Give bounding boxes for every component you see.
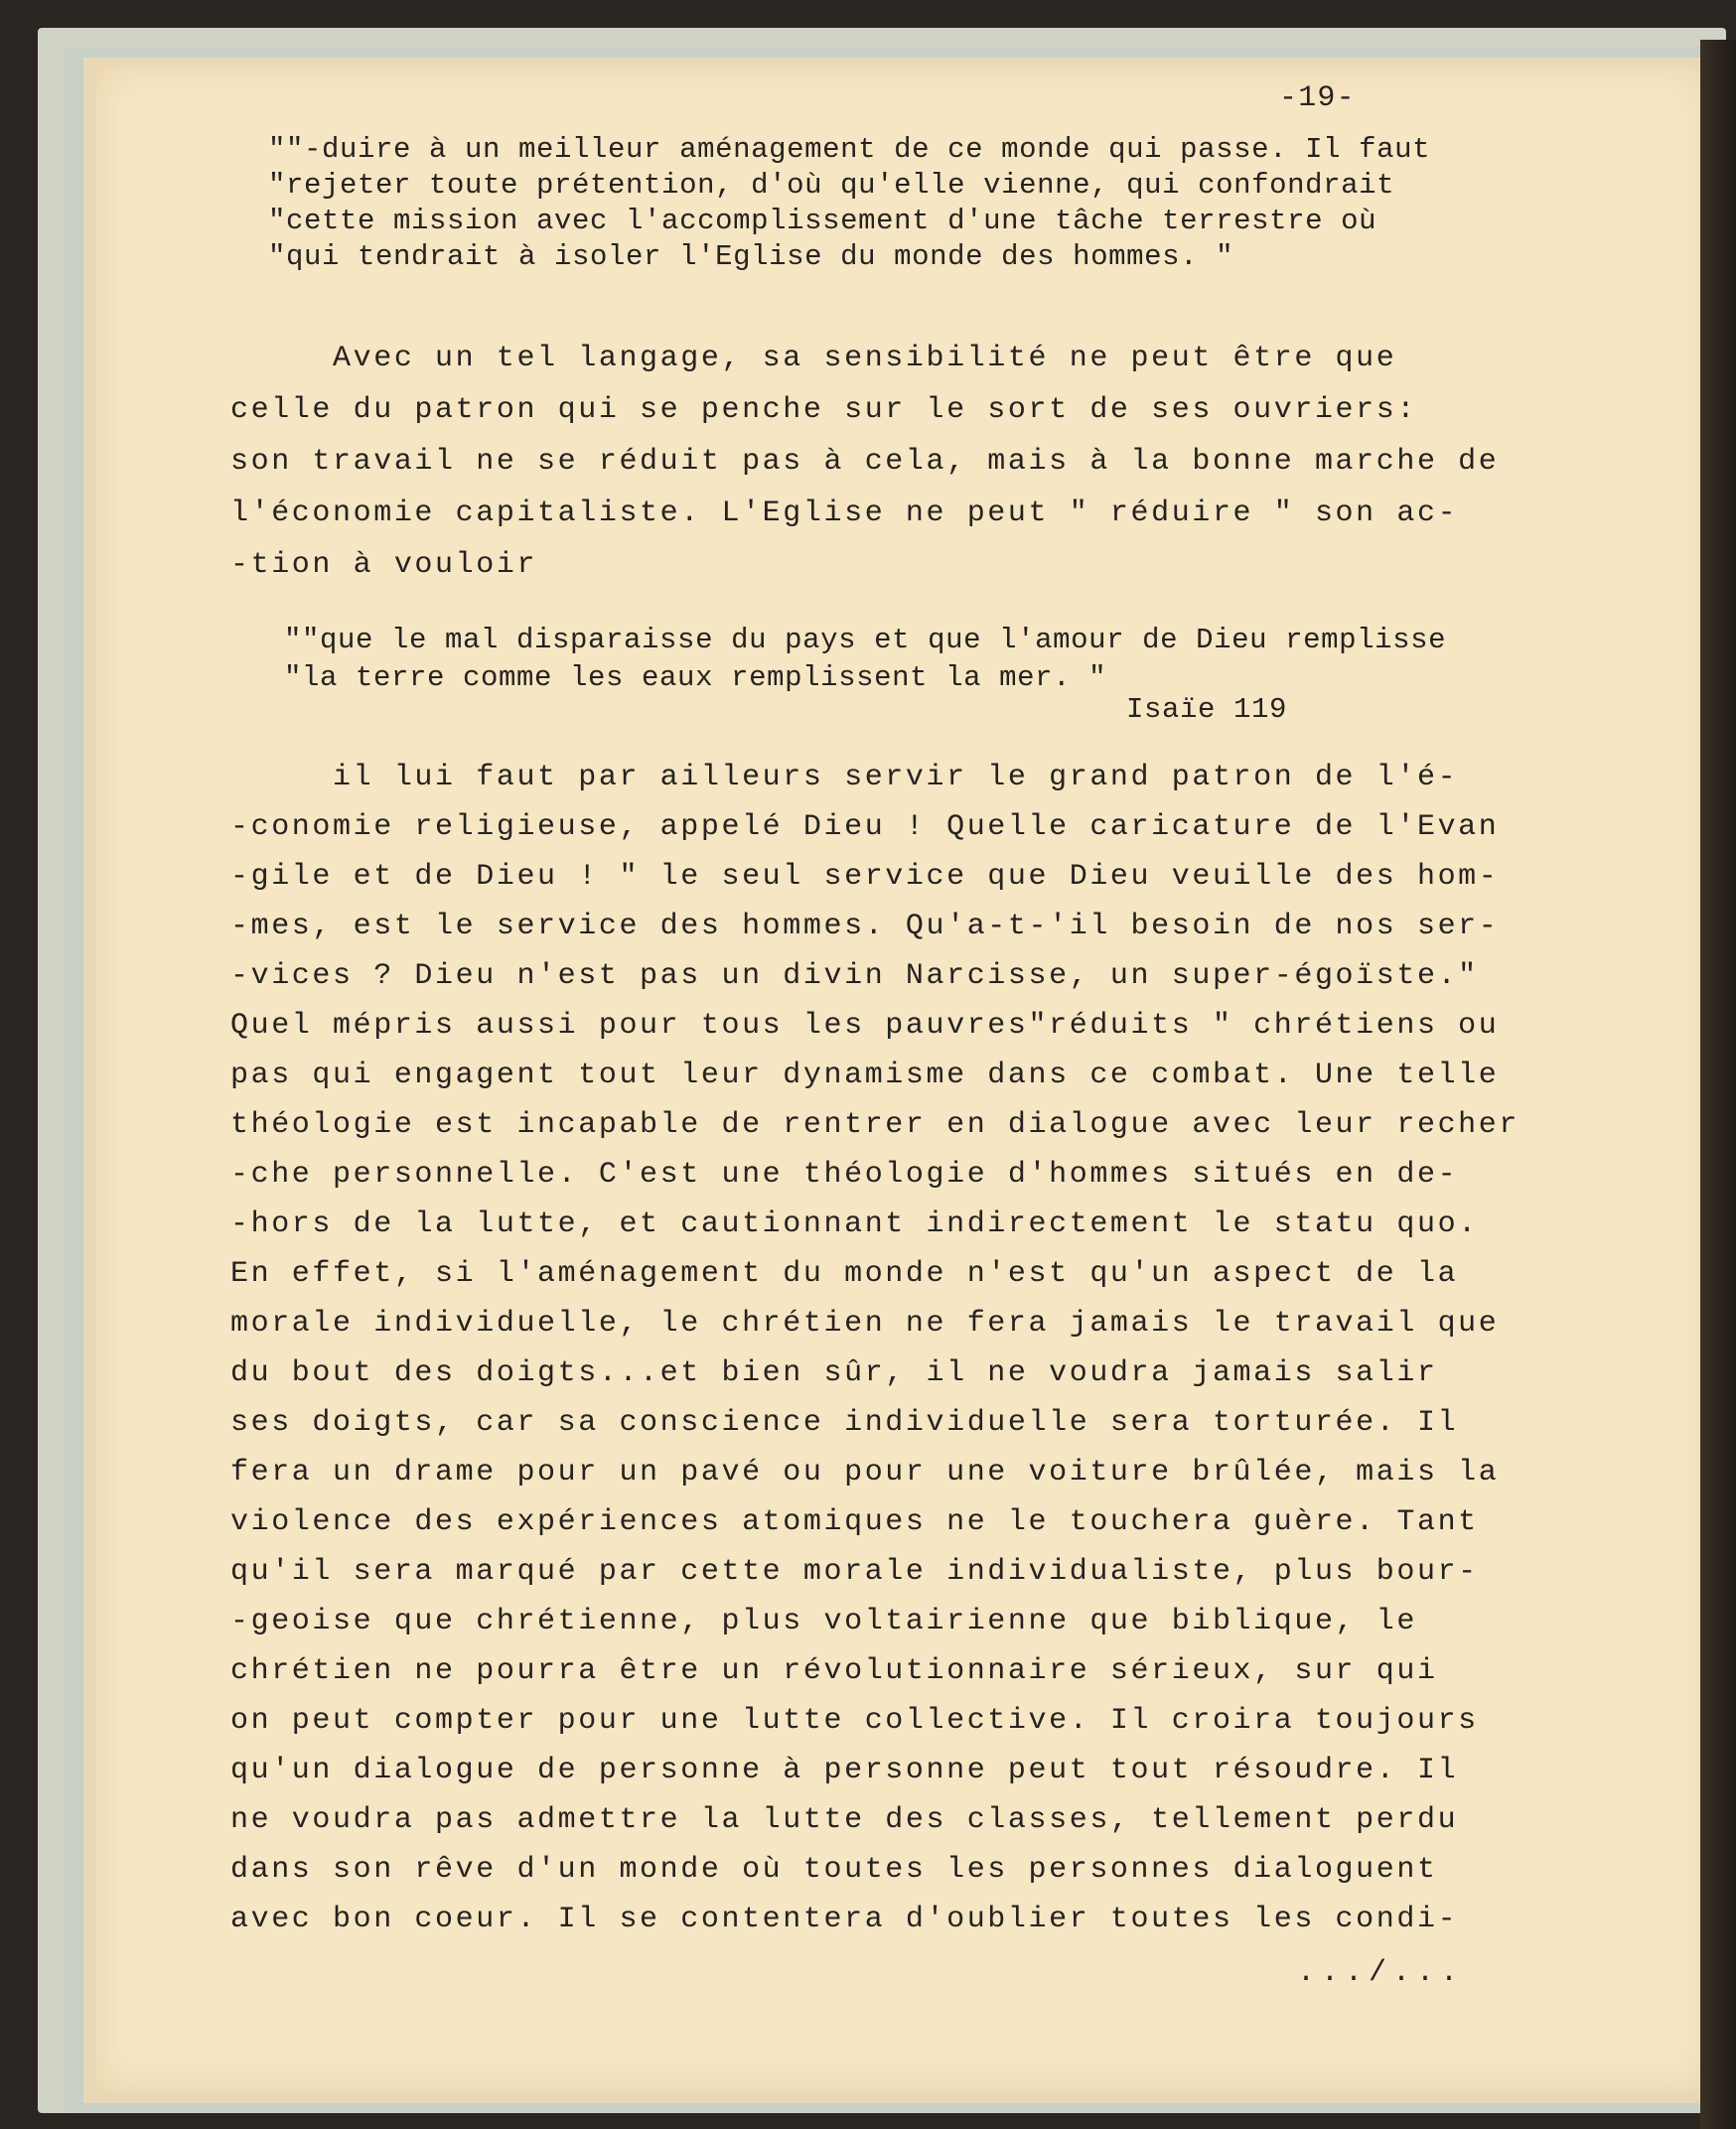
paragraph-line: du bout des doigts...et bien sûr, il ne voudra jamais salir: [230, 1356, 1438, 1390]
paragraph-line: pas qui engagent tout leur dynamisme dans ce combat. Une telle: [230, 1059, 1500, 1092]
paragraph-line: -hors de la lutte, et cautionnant indirectement le statu quo.: [230, 1207, 1479, 1241]
paragraph-line: qu'il sera marqué par cette morale individualiste, plus bour-: [230, 1555, 1479, 1589]
paragraph-line: En effet, si l'aménagement du monde n'est qu'un aspect de la: [230, 1257, 1459, 1291]
paragraph-line: il lui faut par ailleurs servir le grand patron de l'é-: [230, 761, 1459, 794]
paragraph-line: fera un drame pour un pavé ou pour une voiture brûlée, mais la: [230, 1456, 1500, 1490]
paragraph-line: dans son rêve d'un monde où toutes les personnes dialoguent: [230, 1853, 1438, 1887]
quote-top-line: "qui tendrait à isoler l'Eglise du monde des hommes. ": [268, 240, 1234, 273]
page-number: -19-: [1279, 81, 1356, 115]
paragraph-line: morale individuelle, le chrétien ne fera jamais le travail que: [230, 1307, 1500, 1341]
paragraph-line: -conomie religieuse, appelé Dieu ! Quelle caricature de l'Evan: [230, 810, 1500, 844]
paragraph-line: avec bon coeur. Il se contentera d'oublier toutes les condi-: [230, 1903, 1459, 1936]
paragraph-line: Avec un tel langage, sa sensibilité ne peut être que: [230, 342, 1397, 375]
paragraph-line: théologie est incapable de rentrer en dialogue avec leur recher: [230, 1108, 1519, 1142]
paragraph-line: ne voudra pas admettre la lutte des classes, tellement perdu: [230, 1803, 1459, 1837]
scan-edge: [1700, 40, 1736, 2129]
paragraph-line: on peut compter pour une lutte collective. Il croira toujours: [230, 1704, 1479, 1738]
paragraph-line: l'économie capitaliste. L'Eglise ne peut " réduire " son ac-: [230, 497, 1459, 530]
paragraph-line: violence des expériences atomiques ne le touchera guère. Tant: [230, 1505, 1479, 1539]
quote-top-line: ""-duire à un meilleur aménagement de ce monde qui passe. Il faut: [268, 133, 1431, 166]
paragraph-line: chrétien ne pourra être un révolutionnaire sérieux, sur qui: [230, 1654, 1438, 1688]
paragraph-line: qu'un dialogue de personne à personne peut tout résoudre. Il: [230, 1754, 1459, 1787]
paragraph-line: -vices ? Dieu n'est pas un divin Narcisse, un super-égoïste.": [230, 959, 1479, 993]
paragraph-line: ses doigts, car sa conscience individuelle sera torturée. Il: [230, 1406, 1459, 1440]
paragraph-line: -mes, est le service des hommes. Qu'a-t-'il besoin de nos ser-: [230, 910, 1500, 943]
paragraph-line: -gile et de Dieu ! " le seul service que Dieu veuille des hom-: [230, 860, 1500, 894]
paragraph-line: son travail ne se réduit pas à cela, mais à la bonne marche de: [230, 445, 1500, 479]
quote-middle-line: ""que le mal disparaisse du pays et que l'amour de Dieu remplisse: [284, 624, 1447, 656]
paragraph-line: -tion à vouloir: [230, 548, 538, 582]
quote-source: Isaïe 119: [1126, 693, 1288, 726]
paragraph-line: celle du patron qui se penche sur le sort de ses ouvriers:: [230, 393, 1417, 427]
paragraph-line: Quel mépris aussi pour tous les pauvres"réduits " chrétiens ou: [230, 1009, 1500, 1043]
quote-top-line: "cette mission avec l'accomplissement d'une tâche terrestre où: [268, 205, 1377, 237]
quote-top-line: "rejeter toute prétention, d'où qu'elle vienne, qui confondrait: [268, 169, 1395, 202]
continuation-mark: .../...: [1297, 1956, 1465, 1990]
paragraph-line: -geoise que chrétienne, plus voltairienne que biblique, le: [230, 1605, 1417, 1638]
quote-middle-line: "la terre comme les eaux remplissent la mer. ": [284, 661, 1107, 694]
paragraph-line: -che personnelle. C'est une théologie d'hommes situés en de-: [230, 1158, 1459, 1192]
